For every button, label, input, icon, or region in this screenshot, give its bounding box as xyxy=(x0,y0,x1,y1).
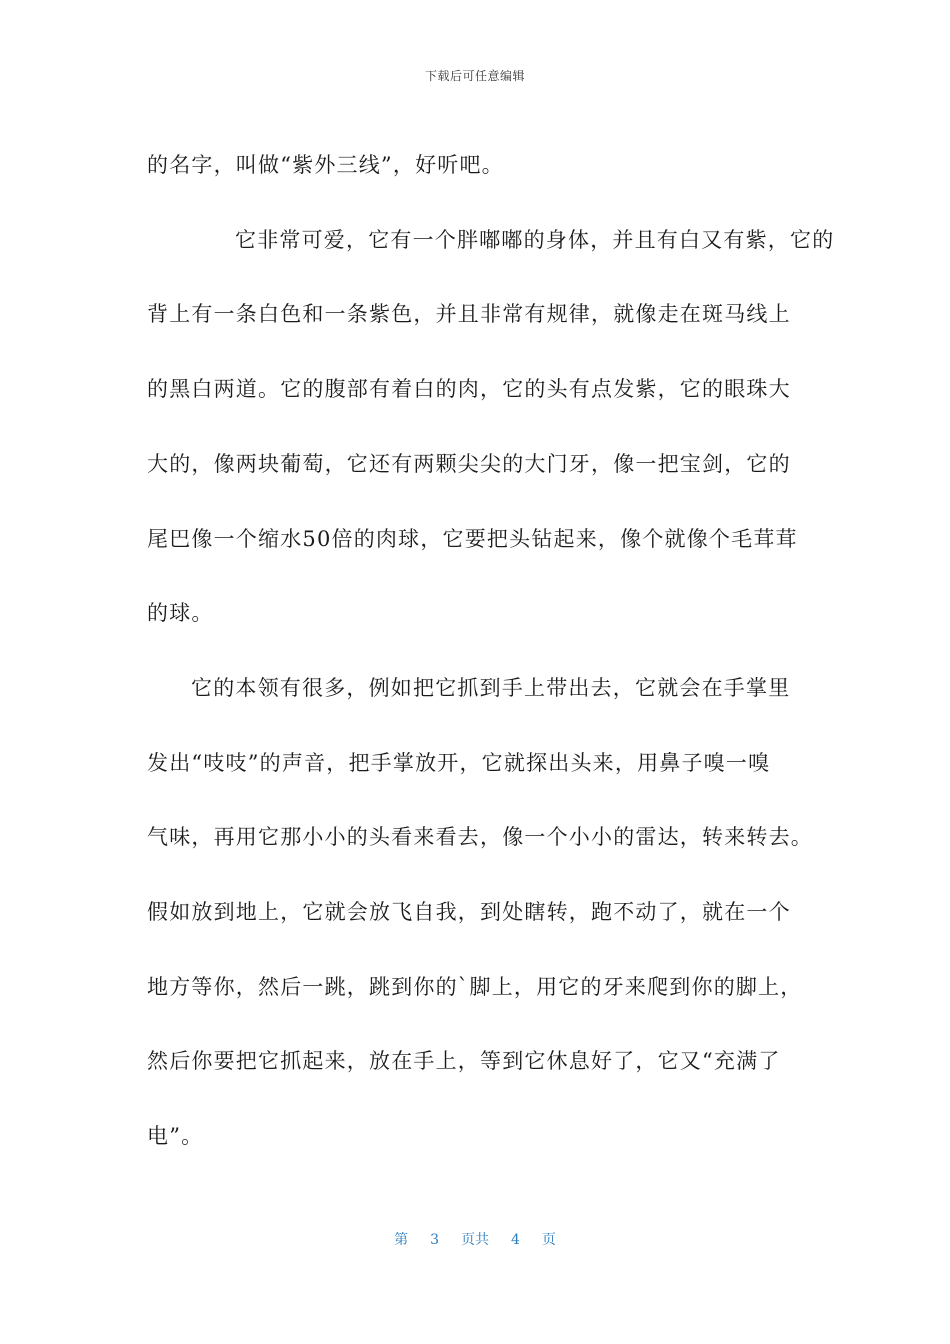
page-label-mid: 页共 xyxy=(461,1232,489,1248)
paragraph-1 xyxy=(147,128,807,203)
text-line: 假如放到地上，它就会放飞自我，到处瞎转，跑不动了，就在一个 xyxy=(147,900,791,925)
text-line: 大的，像两块葡萄，它还有两颗尖尖的大门牙，像一把宝剑，它的 xyxy=(147,451,791,476)
text-line: 的名字，叫做“紫外三线”，好听吧。 xyxy=(147,153,504,177)
text-line: 的黑白两道。它的腹部有着白的肉，它的头有点发紫，它的眼珠大 xyxy=(147,377,791,402)
page-label-suffix: 页 xyxy=(541,1232,556,1248)
paragraph-2 xyxy=(147,203,835,651)
text-line: 尾巴像一个缩水50倍的肉球，它要把头钻起来，像个就像个毛茸茸 xyxy=(147,526,798,551)
page-footer xyxy=(0,1229,950,1249)
paragraph-3 xyxy=(147,651,813,1174)
text-line: 它非常可爱，它有一个胖嘟嘟的身体，并且有白又有紫，它的 xyxy=(235,227,835,252)
text-line: 地方等你，然后一跳，跳到你的`脚上，用它的牙来爬到你的脚上， xyxy=(147,974,803,999)
current-page-number: 3 xyxy=(430,1232,439,1248)
text-line: 的球。 xyxy=(147,601,214,626)
text-line: 它的本领有很多，例如把它抓到手上带出去，它就会在手掌里 xyxy=(191,675,791,700)
header-note: 下载后可任意编辑 xyxy=(424,69,525,83)
total-pages-number: 4 xyxy=(511,1232,520,1248)
text-line: 电”。 xyxy=(147,1124,204,1149)
text-line: 气味，再用它那小小的头看来看去，像一个小小的雷达，转来转去。 xyxy=(147,825,813,850)
text-line: 发出“吱吱”的声音，把手掌放开，它就探出头来，用鼻子嗅一嗅 xyxy=(147,750,771,775)
page-label-prefix: 第 xyxy=(394,1232,409,1248)
body-text xyxy=(147,128,835,1174)
text-line: 背上有一条白色和一条紫色，并且非常有规律，就像走在斑马线上 xyxy=(147,302,791,327)
text-line: 然后你要把它抓起来，放在手上，等到它休息好了，它又“充满了 xyxy=(147,1049,781,1074)
